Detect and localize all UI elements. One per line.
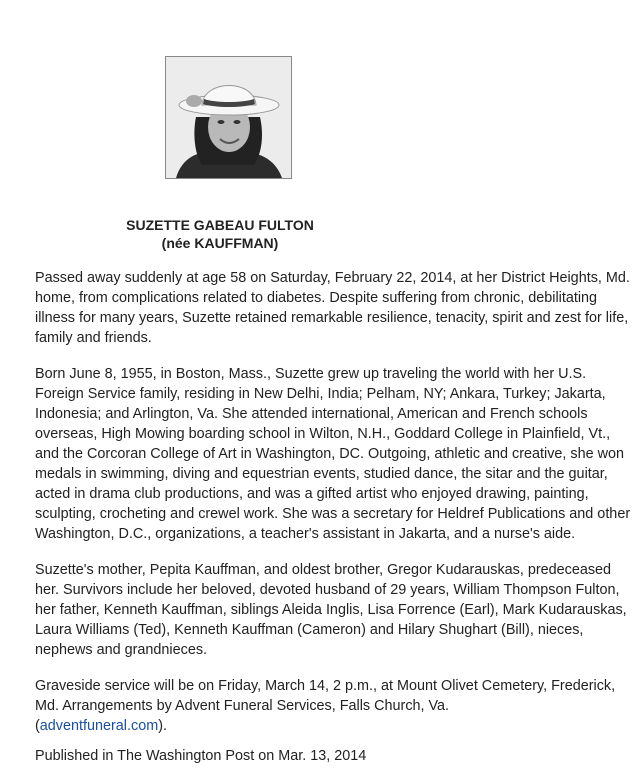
- link-close-paren: ).: [158, 718, 167, 734]
- paragraph-death-notice: Passed away suddenly at age 58 on Saturday, February 22, 2014, at her District Heights, Md. home, from complications related to diabetes. Despite suffering from chronic, debilitating illness for many years, Suzette retained remarkable resilience, tenacity, spirit and zest for life, family and friends.: [35, 270, 630, 346]
- paragraph-biography: Born June 8, 1955, in Boston, Mass., Suzette grew up traveling the world with her U.S. Foreign Service family, residing in New Delhi, India; Pelham, NY; Ankara, Turkey; Jakarta, Indonesia; and Arlington, Va. She attended international, American and French schools overseas, High Mowing boarding school in Wilton, N.H., Goddard College in Plainfield, Vt., and the Corcoran College of Art in Washington, DC. Outgoing, athletic and creative, she won medals in swimming, diving and equestrian events, studied dance, the sitar and the guitar, acted in drama club productions, and was a gifted artist who enjoyed drawing, painting, sculpting, crocheting and crewel work. She was a secretary for Heldref Publications and other Washington, D.C., organizations, a teacher's assistant in Jakarta, and a nurse's aide.: [35, 366, 631, 542]
- deceased-name: SUZETTE GABEAU FULTON: [126, 217, 314, 233]
- paragraph-service: [35, 676, 635, 736]
- maiden-name: (née KAUFFMAN): [161, 235, 279, 251]
- paragraph-survivors: Suzette's mother, Pepita Kauffman, and oldest brother, Gregor Kudarauskas, predeceased her. Survivors include her beloved, devoted husband of 29 years, William Thompson Fulton, her father, Kenneth Kauffman, siblings Aleida Inglis, Lisa Forrence (Earl), Mark Kudarauskas, Laura Williams (Ted), Kenneth Kauffman (Cameron) and Hilary Shughart (Bill), nieces, nephews and grandnieces.: [35, 562, 627, 658]
- link-open-paren: (: [35, 718, 40, 734]
- service-text: Graveside service will be on Friday, March 14, 2 p.m., at Mount Olivet Cemetery, Frederick, Md. Arrangements by Advent Funeral Services, Falls Church, Va.: [35, 678, 616, 714]
- newspaper-name: The Washington Post: [117, 748, 255, 764]
- obituary-heading: [120, 216, 320, 252]
- portrait-image: [166, 57, 291, 178]
- funeral-home-link[interactable]: adventfuneral.com: [39, 718, 159, 734]
- published-line: [35, 746, 366, 766]
- published-date: Mar. 13, 2014: [278, 748, 367, 764]
- published-date-prefix: on: [254, 748, 279, 764]
- portrait-photo: [165, 56, 292, 179]
- obituary-body: [35, 268, 635, 752]
- published-prefix: Published in: [35, 748, 118, 764]
